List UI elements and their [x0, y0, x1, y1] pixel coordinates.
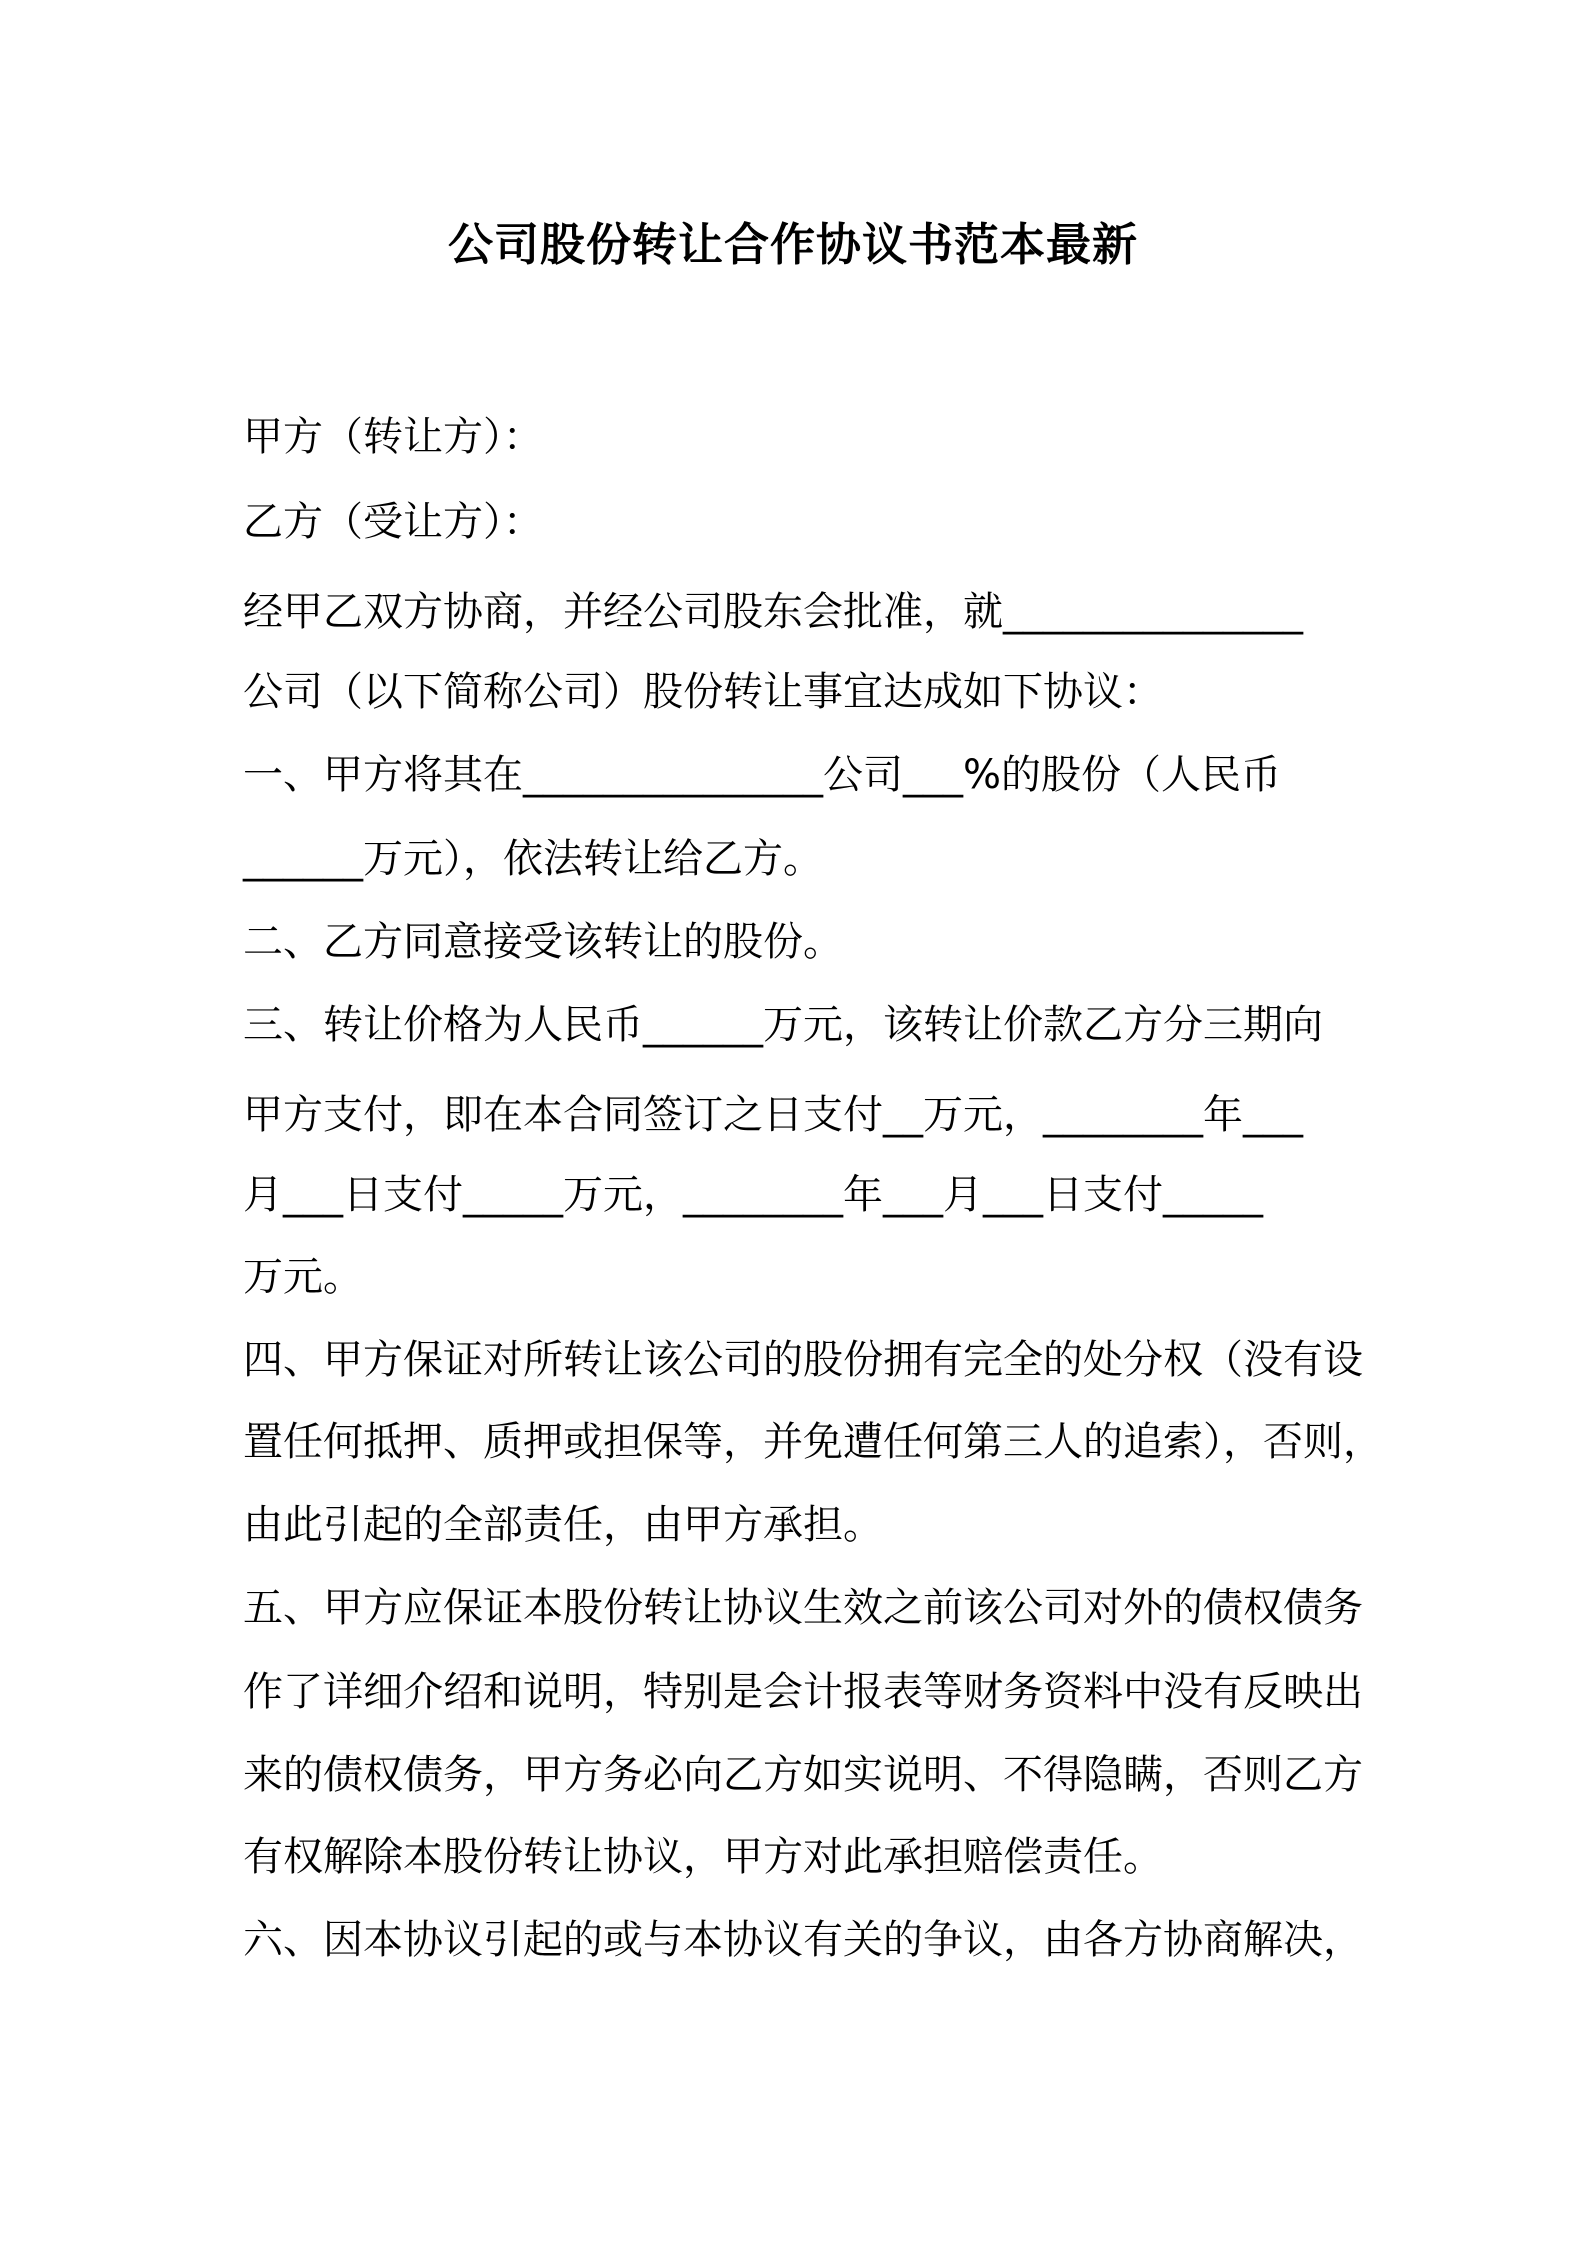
clause-5-line-4: 有权解除本股份转让协议，甲方对此承担赔偿责任。: [243, 1834, 1163, 1880]
clause-3-line-2: 甲方支付，即在本合同签订之日支付__万元，________年___: [243, 1092, 1303, 1138]
preamble-line-1: 经甲乙双方协商，并经公司股东会批准，就_______________: [243, 589, 1303, 635]
clause-5-line-3: 来的债权债务，甲方务必向乙方如实说明、不得隐瞒，否则乙方: [243, 1752, 1363, 1798]
party-b-line: 乙方（受让方）：: [243, 499, 543, 545]
clause-2-line-1: 二、乙方同意接受该转让的股份。: [243, 919, 843, 965]
clause-1-line-2: ______万元），依法转让给乙方。: [243, 836, 823, 882]
clause-3-line-1: 三、转让价格为人民币______万元，该转让价款乙方分三期向: [243, 1002, 1323, 1048]
clause-3-line-4: 万元。: [243, 1254, 363, 1300]
clause-1-line-1: 一、甲方将其在_______________公司___%的股份（人民币: [243, 752, 1282, 798]
clause-4-line-2: 置任何抵押、质押或担保等，并免遭任何第三人的追索），否则，: [243, 1419, 1383, 1465]
clause-5-line-2: 作了详细介绍和说明，特别是会计报表等财务资料中没有反映出: [243, 1669, 1363, 1715]
clause-5-line-1: 五、甲方应保证本股份转让协议生效之前该公司对外的债权债务: [243, 1585, 1363, 1631]
clause-4-line-3: 由此引起的全部责任，由甲方承担。: [243, 1502, 883, 1548]
clause-4-line-1: 四、甲方保证对所转让该公司的股份拥有完全的处分权（没有设: [243, 1337, 1363, 1383]
clause-3-line-3: 月___日支付_____万元，________年___月___日支付_____: [243, 1172, 1263, 1218]
document-title: 公司股份转让合作协议书范本最新: [447, 218, 1138, 271]
party-a-line: 甲方（转让方）：: [243, 414, 543, 460]
clause-6-line-1: 六、因本协议引起的或与本协议有关的争议，由各方协商解决，: [243, 1917, 1363, 1963]
preamble-line-2: 公司（以下简称公司）股份转让事宜达成如下协议：: [243, 669, 1163, 715]
